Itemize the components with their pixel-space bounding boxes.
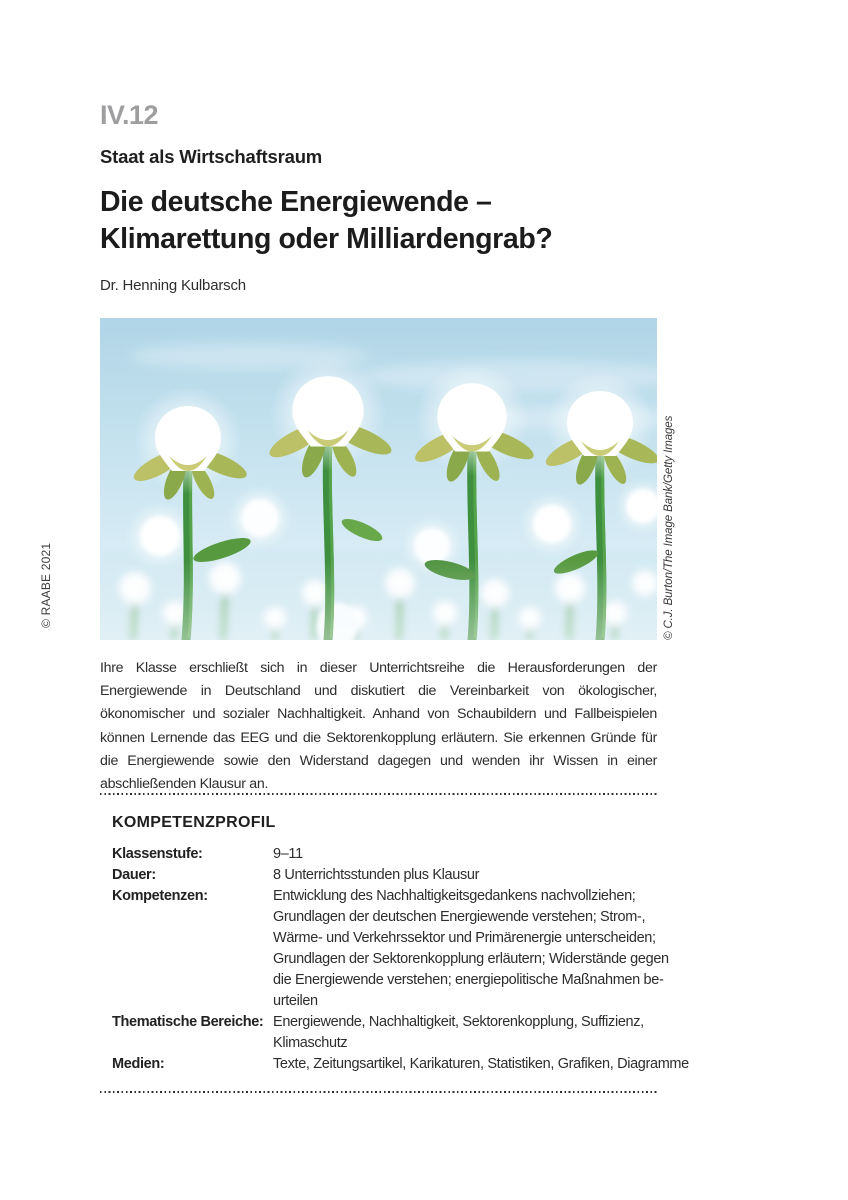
dotted-divider-top: [100, 793, 658, 795]
profile-value-line: Wärme- und Verkehrssektor und Primärenergie unterscheiden;: [273, 930, 656, 946]
lightbulb-flowers-illustration: [100, 318, 657, 640]
page-title: [100, 184, 660, 258]
profile-label-dauer: Dauer:: [112, 867, 156, 883]
intro-paragraph: Ihre Klasse erschließt sich in dieser Unterrichtsreihe die Herausforderungen der Energiewende in Deutschland und diskutiert die Vereinbarkeit von ökologischer, ökonomischer und sozialer Nachhaltigkeit. Anhand von Schaubildern und Fallbeispielen können Lernende das EEG und die Sektorenkopplung erläutern. Sie erkennen Gründe für die Energiewende sowie den Widerstand dagegen und wenden ihr Wissen in einer abschließenden Klausur an.: [100, 660, 657, 793]
profile-value-line: 9–11: [273, 846, 303, 862]
competence-profile-heading: KOMPETENZPROFIL: [112, 814, 276, 831]
profile-label-thematische-bereiche: Thematische Bereiche:: [112, 1014, 264, 1030]
publisher-copyright: © RAABE 2021: [39, 542, 53, 628]
profile-value-line: Texte, Zeitungsartikel, Karikaturen, Statistiken, Grafiken, Diagramme: [273, 1056, 689, 1072]
section-code: IV.12: [100, 100, 159, 130]
profile-value-line: Entwicklung des Nachhaltigkeitsgedankens nachvollziehen;: [273, 888, 636, 904]
profile-value-klassenstufe: [273, 844, 689, 865]
photo-credit: © C.J. Burton/The Image Bank/Getty Images: [663, 415, 675, 640]
series-kicker: Staat als Wirtschaftsraum: [100, 146, 323, 167]
profile-value-line: urteilen: [273, 993, 318, 1009]
profile-value-line: Grundlagen der Sektorenkopplung erläutern; Widerstände gegen: [273, 951, 669, 967]
dotted-divider-bottom: [100, 1091, 658, 1093]
profile-label-kompetenzen: Kompetenzen:: [112, 888, 208, 904]
profile-value-line: Grundlagen der deutschen Energiewende verstehen; Strom-,: [273, 909, 646, 925]
profile-value-line: Energiewende, Nachhaltigkeit, Sektorenkopplung, Suffizienz,: [273, 1014, 644, 1030]
author-name: Dr. Henning Kulbarsch: [100, 277, 246, 294]
profile-value-medien: [273, 1054, 689, 1075]
page-title-line-1: Die deutsche Energiewende –: [100, 186, 492, 218]
profile-value-line: 8 Unterrichtsstunden plus Klausur: [273, 867, 480, 883]
article-photo: [100, 318, 657, 640]
profile-label-klassenstufe: Klassenstufe:: [112, 846, 203, 862]
competence-profile-table: [112, 844, 689, 1075]
profile-value-dauer: [273, 865, 689, 886]
profile-value-kompetenzen: [273, 886, 689, 1012]
profile-value-line: die Energiewende verstehen; energiepolitische Maßnahmen be-: [273, 972, 664, 988]
profile-value-thematische-bereiche: [273, 1012, 689, 1054]
profile-label-medien: Medien:: [112, 1056, 165, 1072]
profile-value-line: Klimaschutz: [273, 1035, 348, 1051]
page-title-line-2: Klimarettung oder Milliardengrab?: [100, 223, 553, 255]
